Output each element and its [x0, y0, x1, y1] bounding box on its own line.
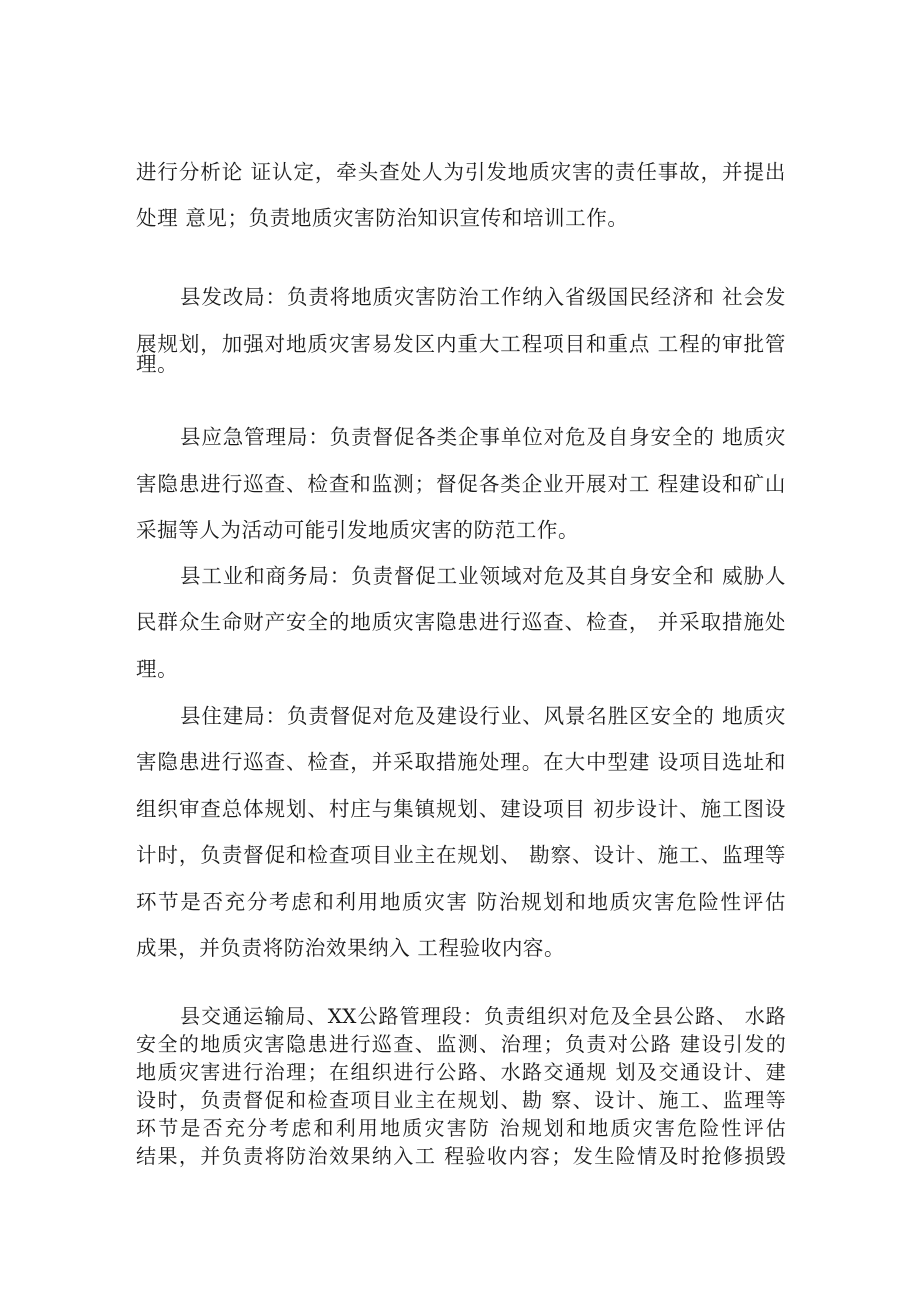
paragraph-line: 成果，并负责将防治效果纳入 工程验收内容。 [136, 936, 566, 960]
paragraph-line: 展规划，加强对地质灾害易发区内重大工程项目和重点 工程的审批管 [136, 332, 786, 356]
paragraph-line: 民群众生命财产安全的地质灾害隐患进行巡查、检查， 并采取措施处 [136, 610, 786, 634]
paragraph-line: 环节是否充分考虑和利用地质灾害 防治规划和地质灾害危险性评估 [136, 890, 786, 914]
paragraph-line: 结果，并负责将防治效果纳入工 程验收内容；发生险情及时抢修损毁 [136, 1144, 786, 1168]
paragraph-line: 设时，负责督促和检查项目业主在规划、勘 察、设计、施工、监理等 [136, 1088, 786, 1112]
paragraph-line: 县应急管理局：负责督促各类企事单位对危及自身安全的 地质灾 [180, 425, 786, 449]
paragraph-line: 理。 [136, 352, 179, 376]
paragraph-line: 县工业和商务局：负责督促工业领域对危及其自身安全和 威胁人 [180, 564, 786, 588]
paragraph-line: 害隐患进行巡查、检查和监测；督促各类企业开展对工 程建设和矿山 [136, 472, 786, 496]
paragraph-line: 县住建局：负责督促对危及建设行业、风景名胜区安全的 地质灾 [180, 704, 786, 728]
paragraph-line: 采掘等人为活动可能引发地质灾害的防范工作。 [136, 518, 580, 542]
paragraph-line: 处理 意见；负责地质灾害防治知识宣传和培训工作。 [136, 206, 629, 230]
paragraph-line: 安全的地质灾害隐患进行巡查、监测、治理；负责对公路 建设引发的 [136, 1032, 786, 1056]
paragraph-line: 理。 [136, 657, 179, 681]
paragraph-line: 计时，负责督促和检查项目业主在规划、 勘察、设计、施工、监理等 [136, 843, 786, 867]
paragraph-line: 地质灾害进行治理；在组织进行公路、水路交通规 划及交通设计、建 [136, 1060, 786, 1084]
paragraph-line: 县交通运输局、XX公路管理段：负责组织对危及全县公路、 水路 [180, 1004, 786, 1028]
paragraph-line: 害隐患进行巡查、检查，并采取措施处理。在大中型建 设项目选址和 [136, 750, 786, 774]
paragraph-line: 进行分析论 证认定，牵头查处人为引发地质灾害的责任事故，并提出 [136, 160, 786, 184]
paragraph-line: 县发改局：负责将地质灾害防治工作纳入省级国民经济和 社会发 [180, 285, 786, 309]
paragraph-line: 环节是否充分考虑和利用地质灾害防 治规划和地质灾害危险性评估 [136, 1116, 786, 1140]
paragraph-line: 组织审查总体规划、村庄与集镇规划、建设项目 初步设计、施工图设 [136, 797, 786, 821]
